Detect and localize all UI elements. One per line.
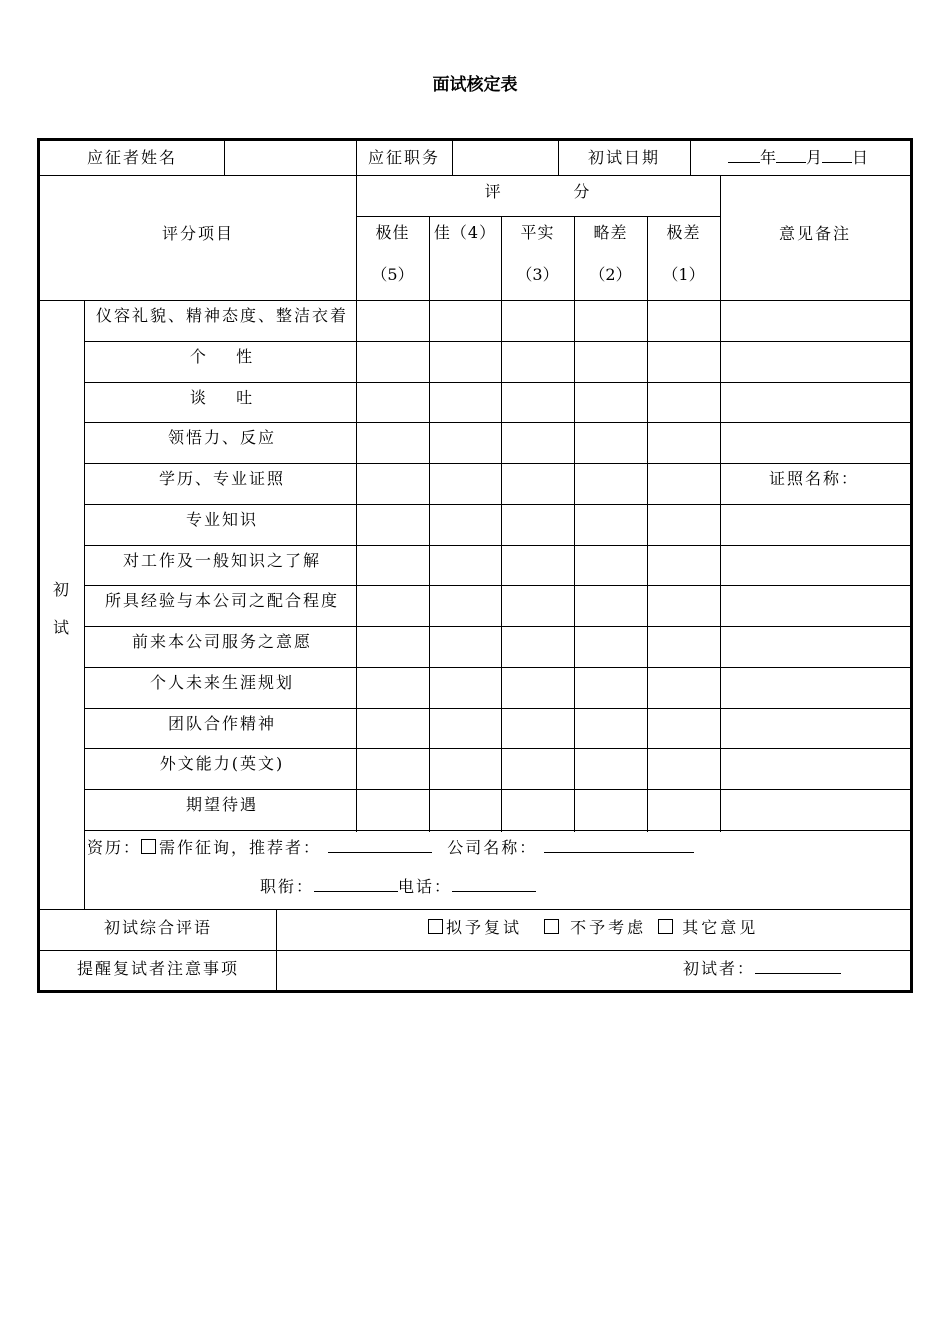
evaluation-item-label: 外文能力(英文) [159,754,285,774]
evaluation-item-label: 仪容礼貌、精神态度、整洁衣着 [95,306,348,325]
interview-form-table [37,138,913,993]
grid-line [40,175,910,176]
grid-line [720,175,721,832]
evaluation-item-label: 个人未来生涯规划 [149,672,294,692]
grid-line [429,216,430,832]
grid-line [84,300,85,910]
score-level-name: 极差 [666,223,701,242]
remarks-header: 意见备注 [778,224,851,243]
page-title: 面试核定表 [432,75,518,95]
phone-label: 电话： [398,877,453,896]
license-name-label: 证照名称： [769,469,860,488]
summary-options [428,918,758,938]
score-level-value: （1） [662,265,705,284]
evaluation-item-label: 个 性 [189,346,255,366]
interviewer-label: 初试者： [683,959,756,978]
grid-line [40,909,910,910]
interviewer-field[interactable] [755,959,841,974]
evaluation-item-label: 所具经验与本公司之配合程度 [104,591,339,611]
reference-prefix: 资历： [87,838,142,857]
company-label: 公司名称： [447,838,538,857]
reference-check-label: 需作征询，推荐者： [159,838,322,857]
evaluation-item-label: 领悟力、反应 [167,428,276,448]
option-checkbox[interactable] [544,919,559,934]
position-field[interactable] [454,142,556,174]
score-header: 评 分 [484,182,592,201]
summary-label: 初试综合评语 [103,918,212,937]
grid-line [356,141,357,176]
option-label: 拟予复试 [446,918,523,937]
first-interview-section-label: 初 试 [52,580,71,637]
evaluation-item-header: 评分项目 [161,224,234,243]
option-label: 不予考虑 [570,918,647,937]
grid-line [574,216,575,832]
grid-line [501,216,502,832]
phone-field[interactable] [452,877,536,892]
date-year-label: 年 [760,148,777,167]
grid-line [84,789,910,790]
grid-line [84,545,910,546]
grid-line [84,748,910,749]
grid-line [40,950,910,951]
grid-line [452,141,453,176]
interview-date-field[interactable] [728,148,868,168]
grid-line [356,216,720,217]
grid-line [84,422,910,423]
score-level-name: 略差 [593,223,628,242]
grid-line [647,216,648,832]
applicant-name-label: 应征者姓名 [87,148,178,167]
reference-checkbox[interactable] [141,839,156,854]
company-field[interactable] [544,838,694,853]
reference-line-2 [260,877,536,897]
evaluation-item-label: 对工作及一般知识之了解 [122,550,321,570]
date-day-label: 日 [852,148,869,167]
score-level-name: 极佳 [375,223,410,242]
evaluation-item-label: 学历、专业证照 [158,469,285,488]
score-level-name: 平实 [520,223,555,242]
grid-line [276,909,277,993]
grid-line [84,708,910,709]
applicant-name-field[interactable] [226,142,354,174]
grid-line [558,141,559,176]
grid-line [84,667,910,668]
grid-line [84,626,910,627]
option-checkbox[interactable] [428,919,443,934]
title-field[interactable] [314,877,398,892]
evaluation-item-label: 谈 吐 [189,387,255,407]
option-label: 其它意见 [682,918,759,937]
reminder-label: 提醒复试者注意事项 [76,959,239,978]
score-level-value: （5） [371,265,414,284]
grid-line [84,585,910,586]
referrer-field[interactable] [328,838,432,853]
evaluation-item-label: 前来本公司服务之意愿 [131,632,312,651]
evaluation-item-label: 专业知识 [185,509,258,529]
grid-line [690,141,691,176]
score-level-value: （3） [516,265,559,284]
interviewer-line [683,959,841,979]
score-level-name: 佳（4） [433,223,497,242]
reference-line [87,838,694,858]
title-label: 职衔： [260,877,315,896]
evaluation-item-label: 团队合作精神 [167,713,276,733]
grid-line [40,300,910,301]
grid-line [84,504,910,505]
date-month-label: 月 [806,148,823,167]
grid-line [84,341,910,342]
score-level-value: （2） [589,265,632,284]
position-label: 应征职务 [368,148,441,167]
grid-line [84,830,910,831]
option-checkbox[interactable] [658,919,673,934]
grid-line [224,141,225,176]
grid-line [84,463,910,464]
grid-line [84,382,910,383]
evaluation-item-label: 期望待遇 [185,795,258,814]
interview-date-label: 初试日期 [588,148,661,167]
